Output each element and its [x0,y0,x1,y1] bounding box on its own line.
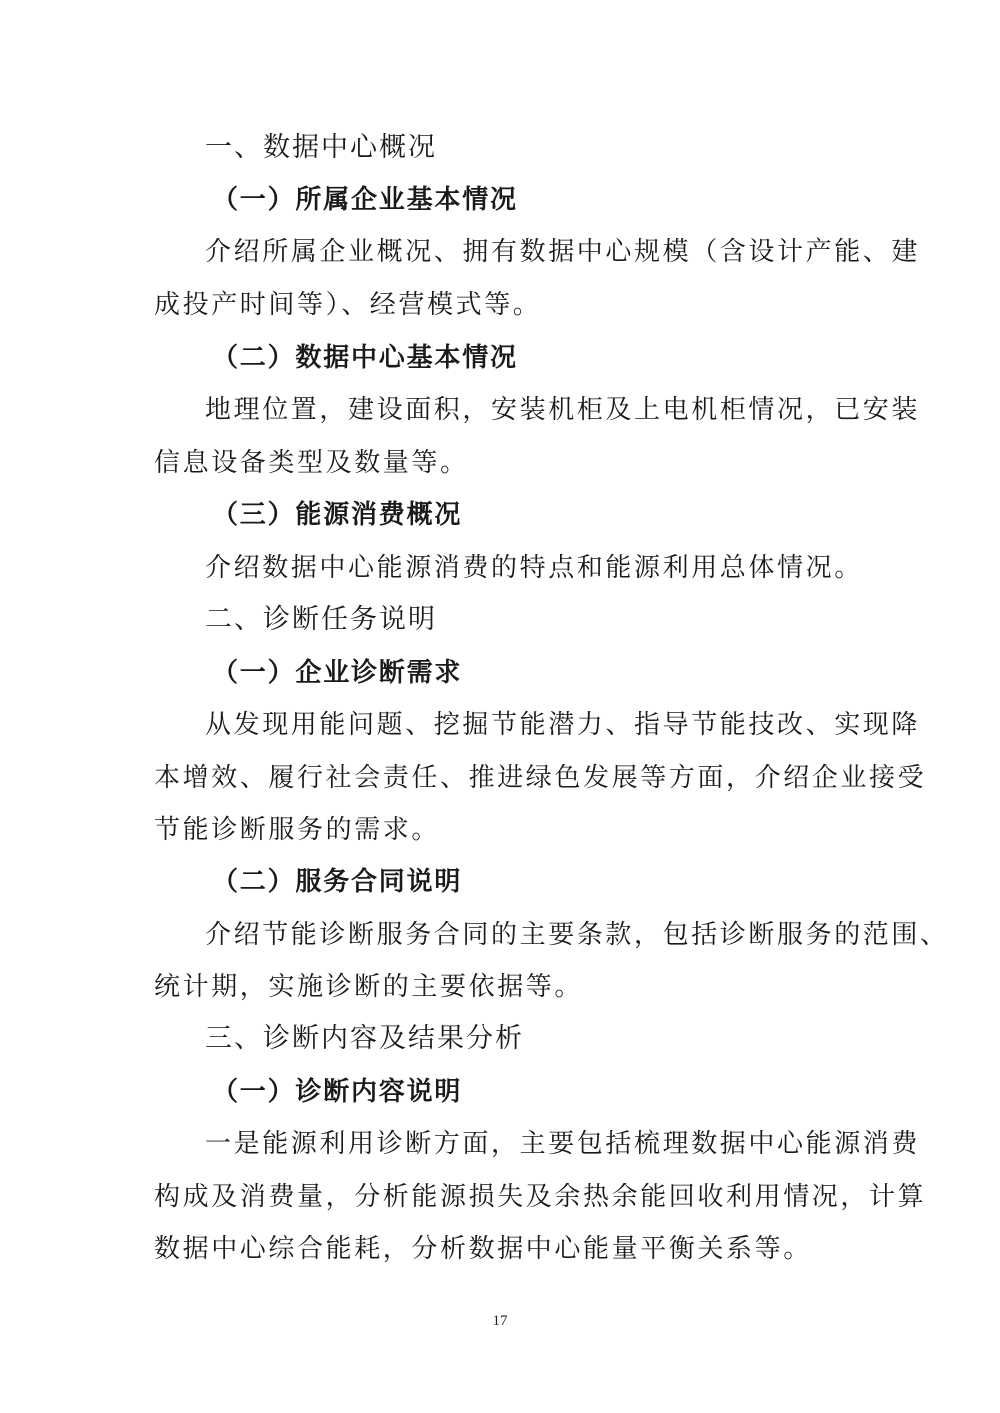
paragraph-line: 节能诊断服务的需求。 [154,815,441,845]
paragraph-line: 数据中心综合能耗，分析数据中心能量平衡关系等。 [154,1234,812,1264]
page-number: 17 [492,1313,508,1329]
paragraph-line: 介绍所属企业概况、拥有数据中心规模（含设计产能、建 [205,237,921,267]
paragraph-line: 成投产时间等）、经营模式等。 [154,290,542,320]
subsection-heading-1-2: （二）数据中心基本情况 [212,343,518,373]
section-heading-1: 一、数据中心概况 [205,132,437,163]
subsection-heading-3-1: （一）诊断内容说明 [212,1077,463,1107]
section-heading-3: 三、诊断内容及结果分析 [205,1023,524,1054]
paragraph-line: 介绍数据中心能源消费的特点和能源利用总体情况。 [205,553,863,583]
paragraph-line: 统计期，实施诊断的主要依据等。 [154,972,584,1002]
paragraph-line: 地理位置，建设面积，安装机柜及上电机柜情况，已安装 [205,395,921,425]
paragraph-line: 构成及消费量，分析能源损失及余热余能回收利用情况，计算 [154,1182,927,1212]
subsection-heading-1-1: （一）所属企业基本情况 [212,185,518,215]
paragraph-line: 信息设备类型及数量等。 [154,448,469,478]
paragraph-line: 介绍节能诊断服务合同的主要条款，包括诊断服务的范围、 [205,920,949,950]
paragraph-line: 本增效、履行社会责任、推进绿色发展等方面，介绍企业接受 [154,763,927,793]
subsection-heading-1-3: （三）能源消费概况 [212,500,463,530]
paragraph-line: 一是能源利用诊断方面，主要包括梳理数据中心能源消费 [205,1129,921,1159]
subsection-heading-2-1: （一）企业诊断需求 [212,658,463,688]
paragraph-line: 从发现用能问题、挖掘节能潜力、指导节能技改、实现降 [205,710,921,740]
subsection-heading-2-2: （二）服务合同说明 [212,867,463,897]
section-heading-2: 二、诊断任务说明 [205,604,437,635]
